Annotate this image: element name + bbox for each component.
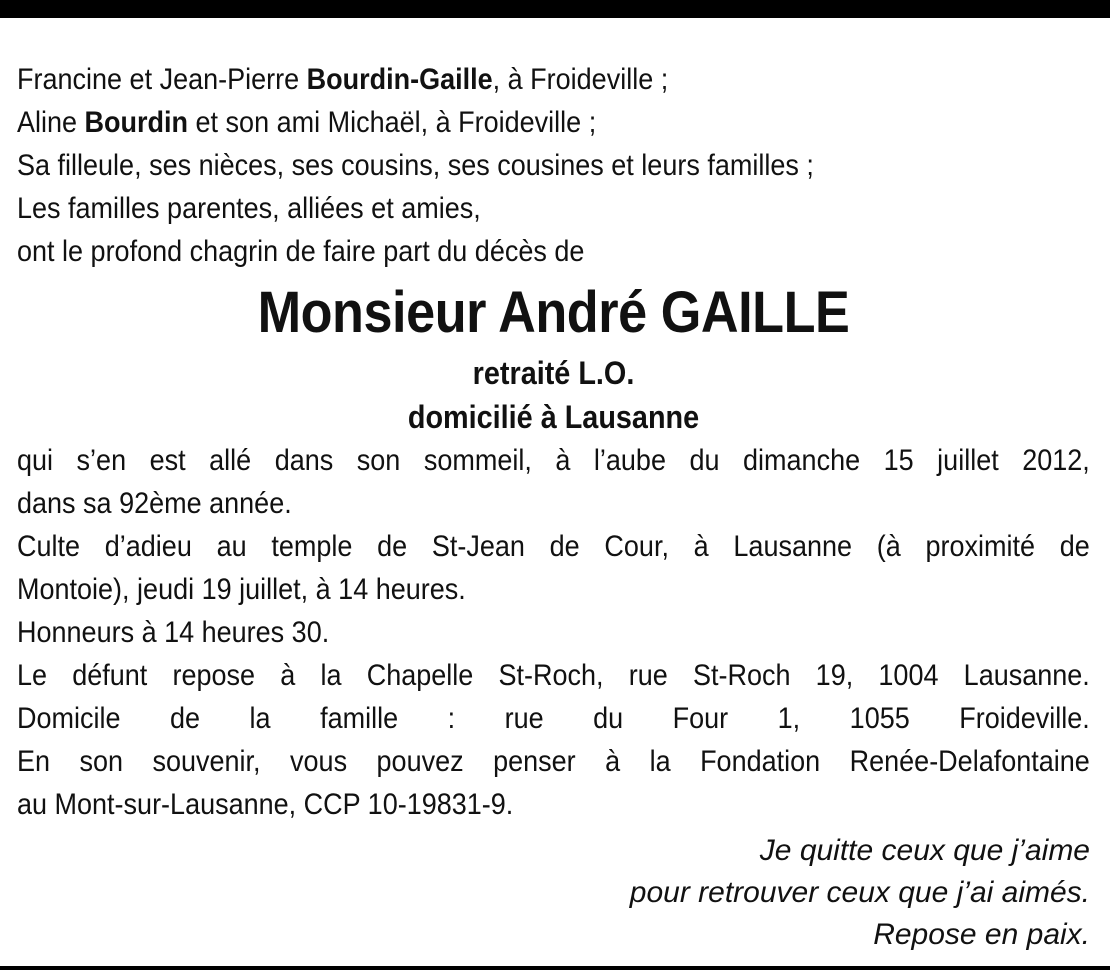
announcement-line: ont le profond chagrin de faire part du décès de	[17, 235, 585, 268]
epitaph-line-2: pour retrouver ceux que j’ai aimés.	[629, 876, 1090, 909]
deceased-occupation: retraité L.O.	[472, 355, 635, 391]
family-surname-1: Bourdin-Gaille	[306, 63, 493, 96]
details-block	[17, 439, 1090, 826]
family-line-3: Sa filleule, ses nièces, ses cousins, ses cousines et leurs familles ;	[17, 149, 814, 182]
detail-line-9: au Mont-sur-Lausanne, CCP 10-19831-9.	[17, 788, 514, 821]
family-line-1: Francine et Jean-Pierre Bourdin-Gaille, à Froideville ;	[17, 63, 669, 96]
obituary-notice	[17, 58, 1090, 956]
detail-line-2: dans sa 92ème année.	[17, 487, 292, 520]
detail-line-4: Montoie), jeudi 19 juillet, à 14 heures.	[17, 573, 466, 606]
detail-line-7: Domicile de la famille : rue du Four 1, 1055 Froideville.	[17, 702, 1090, 735]
epitaph	[17, 830, 1090, 956]
family-line-2: Aline Bourdin et son ami Michaël, à Froideville ;	[17, 106, 597, 139]
family-line-4: Les familles parentes, alliées et amies,	[17, 192, 481, 225]
family-surname-2: Bourdin	[84, 106, 189, 139]
epitaph-line-3: Repose en paix.	[873, 918, 1090, 951]
detail-line-1: qui s’en est allé dans son sommeil, à l’aube du dimanche 15 juillet 2012,	[17, 444, 1090, 477]
detail-line-3: Culte d’adieu au temple de St-Jean de Cour, à Lausanne (à proximité de	[17, 530, 1090, 563]
bottom-rule	[0, 966, 1110, 970]
deceased-name: Monsieur André GAILLE	[257, 280, 850, 345]
detail-line-5: Honneurs à 14 heures 30.	[17, 616, 330, 649]
detail-line-8: En son souvenir, vous pouvez penser à la Fondation Renée-Delafontaine	[17, 745, 1090, 778]
top-rule	[0, 0, 1110, 18]
deceased-residence: domicilié à Lausanne	[407, 399, 700, 435]
epitaph-line-1: Je quitte ceux que j’aime	[759, 834, 1090, 867]
detail-line-6: Le défunt repose à la Chapelle St-Roch, rue St-Roch 19, 1004 Lausanne.	[17, 659, 1090, 692]
